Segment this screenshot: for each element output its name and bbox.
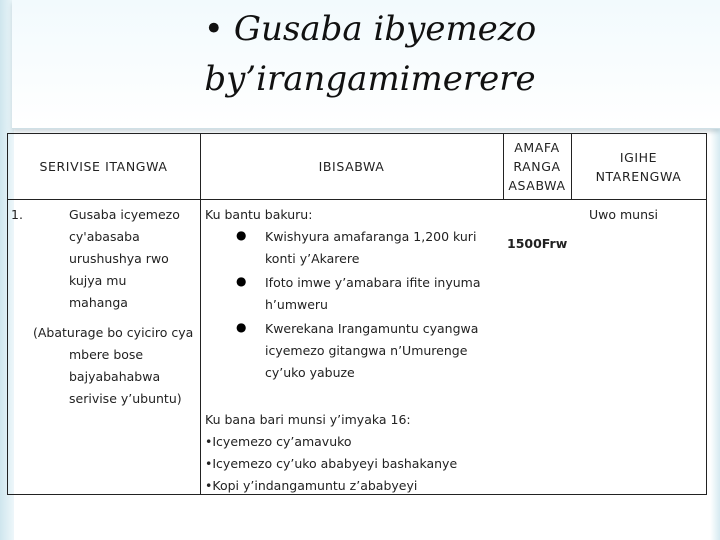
adult-item-line: cy’uko yabuze: [265, 365, 355, 380]
header-fee: [503, 138, 571, 195]
service-line: cy'abasaba: [69, 229, 140, 244]
adults-heading: Ku bantu bakuru:: [205, 207, 313, 222]
table-border-left: [7, 133, 8, 495]
service-line: Gusaba icyemezo: [69, 207, 180, 222]
adult-item-1: [265, 226, 505, 270]
title-bullet: •: [203, 9, 224, 49]
adult-item-2: [265, 272, 505, 316]
fee-value: 1500Frw: [507, 236, 568, 251]
time-value: Uwo munsi: [589, 207, 659, 222]
title-line-1: Gusaba ibyemezo: [233, 9, 537, 49]
service-line: kujya mu: [69, 273, 127, 288]
header-row-divider: [7, 199, 707, 200]
bullet-icon: ●: [236, 320, 247, 334]
adult-item-line: h’umweru: [265, 297, 328, 312]
header-time-line: IGIHE: [619, 150, 658, 165]
table-border-right: [706, 133, 707, 495]
slide-title: [150, 4, 590, 104]
bullet-icon: ●: [236, 274, 247, 288]
adult-item-line: Kwishyura amafaranga 1,200 kuri: [265, 229, 477, 244]
col-divider-1: [200, 133, 201, 495]
minors-heading: Ku bana bari munsi y’imyaka 16:: [205, 412, 411, 427]
title-line-2: by’irangamimerere: [204, 59, 536, 99]
service-note-line: serivise y’ubuntu): [69, 391, 182, 406]
minor-item: •Icyemezo cy’amavuko: [205, 434, 352, 449]
row-number: 1.: [11, 207, 23, 222]
header-fee-line: AMAFA: [514, 140, 560, 155]
header-time-line: NTARENGWA: [595, 169, 682, 184]
minor-items: [205, 431, 505, 497]
header-service: SERIVISE ITANGWA: [39, 159, 168, 174]
adult-item-line: konti y’Akarere: [265, 251, 360, 266]
adult-item-line: Ifoto imwe y’amabara ifite inyuma: [265, 275, 481, 290]
service-note-line: (Abaturage bo cyiciro cya: [33, 325, 194, 340]
header-requirements: IBISABWA: [318, 159, 385, 174]
service-note: [33, 322, 199, 410]
service-line: mahanga: [69, 295, 128, 310]
minor-item: •Icyemezo cy’uko ababyeyi bashakanye: [205, 456, 458, 471]
header-fee-line: ASABWA: [508, 178, 566, 193]
service-name: [69, 204, 199, 314]
header-time: [571, 148, 706, 186]
service-note-line: bajyabahabwa: [69, 369, 161, 384]
adult-item-3: [265, 318, 505, 384]
table-border-top: [7, 133, 707, 134]
services-table: [7, 133, 707, 495]
bullet-icon: ●: [236, 228, 247, 242]
header-fee-line: RANGA: [513, 159, 561, 174]
adult-item-line: Kwerekana Irangamuntu cyangwa: [265, 321, 479, 336]
minor-item: •Kopi y’indangamuntu z’ababyeyi: [205, 478, 418, 493]
service-line: urushushya rwo: [69, 251, 169, 266]
adult-item-line: icyemezo gitangwa n’Umurenge: [265, 343, 468, 358]
service-note-line: mbere bose: [69, 347, 144, 362]
